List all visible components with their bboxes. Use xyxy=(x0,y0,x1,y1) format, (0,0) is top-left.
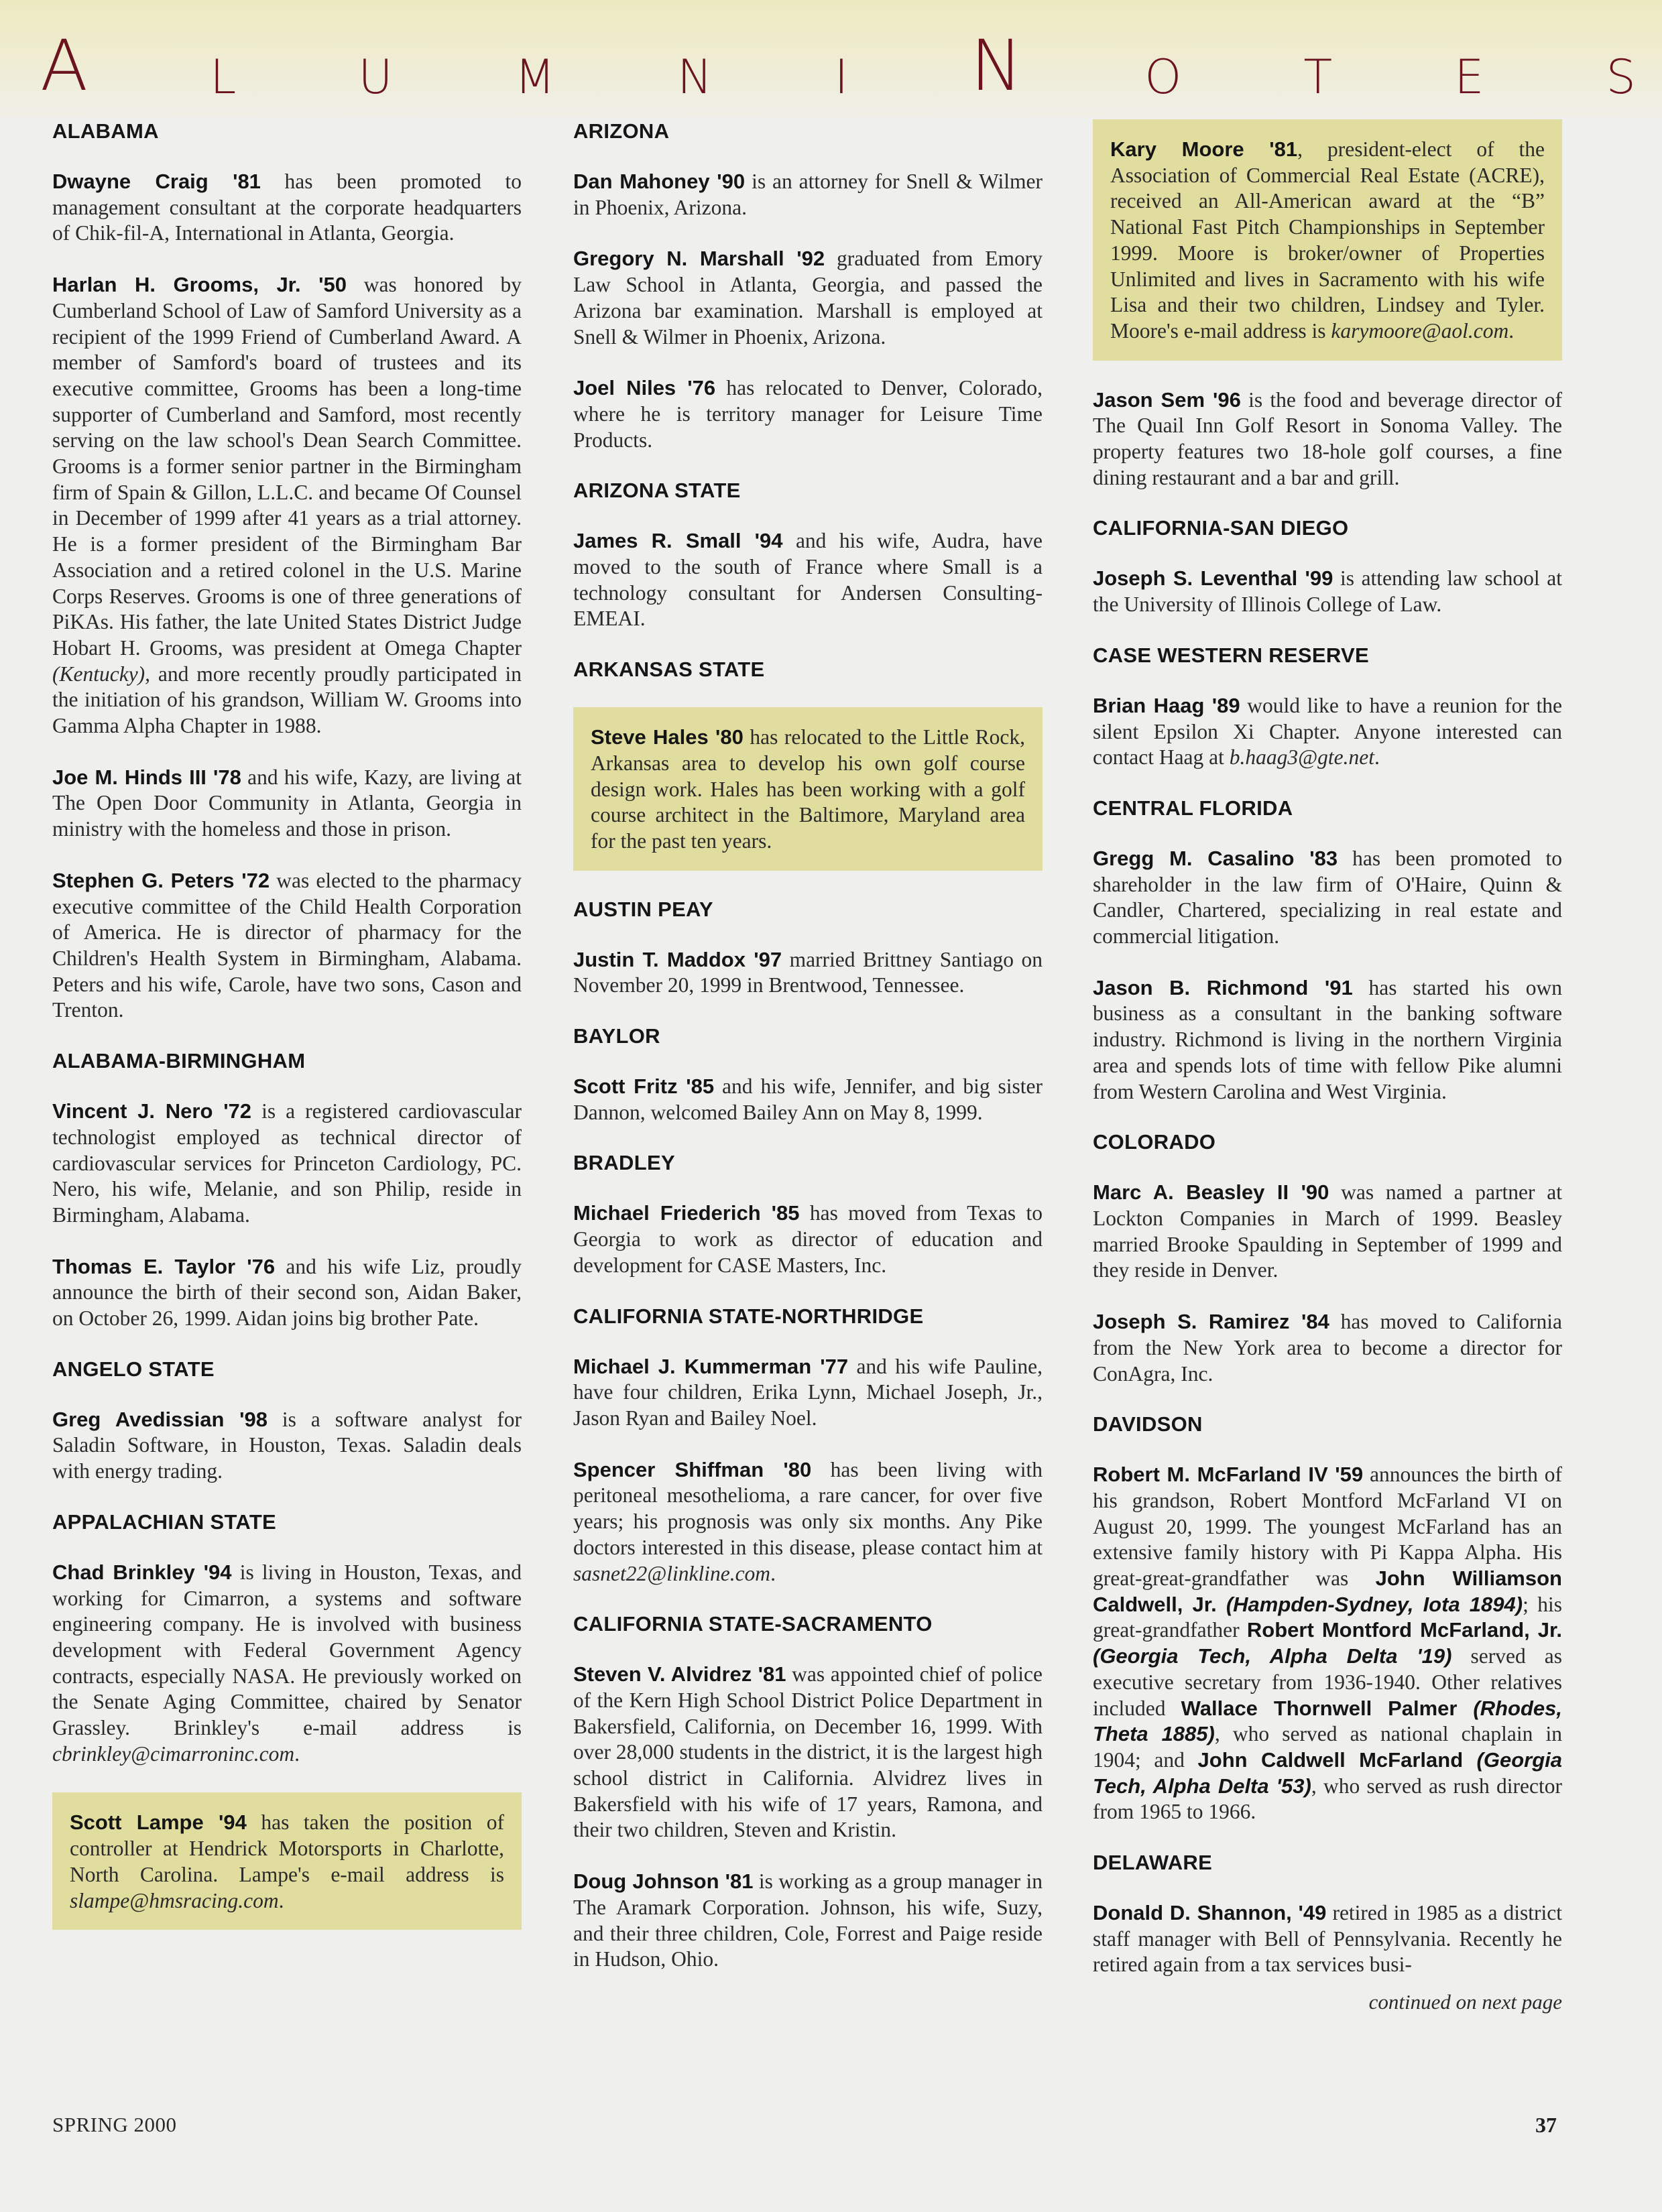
chapter-heading: DELAWARE xyxy=(1093,1851,1213,1875)
alumnus-name: Steven V. Alvidrez '81 xyxy=(573,1662,786,1686)
note-text: has been promoted to shareholder in the law firm of O'Haire, Quinn & Candler, Chartered, specializing in real estate and commercial litigation. xyxy=(1093,846,1562,948)
title-letter: O xyxy=(1144,50,1182,105)
note-text: ; his great-grandfather xyxy=(1093,1592,1562,1642)
note-text: was appointed chief of police of the Kern High School District Police Department in Bakersfield, California, on December 16, 1999. With over 28,000 students in the district, it is the largest high school district in California. Alvidrez lives in Bakersfield with his wife of 17 years, Ramona, and their two children, Steven and Kristin. xyxy=(573,1662,1043,1842)
note-text: and his wife, Jennifer, and big sister Dannon, welcomed Bailey Ann on May 8, 1999. xyxy=(573,1074,1043,1124)
note-text: has taken the position of controller at Hendrick Motorsports in Charlotte, North Carolina. Lampe's e-mail address is xyxy=(70,1810,504,1886)
alumnus-name: John Caldwell McFarland xyxy=(1197,1747,1477,1772)
alumni-note xyxy=(1093,566,1562,617)
alumni-note xyxy=(1093,1180,1562,1284)
note-text: is working as a group manager in The Aramark Corporation. Johnson, his wife, Suzy, and their three children, Cole, Forrest and Paige reside in Hudson, Ohio. xyxy=(573,1869,1043,1971)
note-text: has started his own business as a consultant in the banking software industry. Richmond is living in the northern Virginia area and spends lots of time with fellow Pike alumni from Western Carolina and West Virginia. xyxy=(1093,975,1562,1103)
alumni-note xyxy=(573,528,1043,632)
chapter-heading: ARKANSAS STATE xyxy=(573,658,765,682)
alumni-note xyxy=(1093,846,1562,950)
alumnus-name: Dan Mahoney '90 xyxy=(573,170,746,193)
alumnus-name: Robert Montford McFarland, Jr. xyxy=(1246,1618,1563,1642)
chapter-heading: ALABAMA-BIRMINGHAM xyxy=(52,1049,306,1073)
note-text: has moved to California from the New York area to become a director for ConAgra, Inc. xyxy=(1093,1310,1563,1386)
title-letter: L xyxy=(210,50,237,105)
alumni-note xyxy=(52,1407,522,1485)
note-text: would like to have a reunion for the silent Epsilon Xi Chapter. Anyone interested can contact Haag at xyxy=(1093,693,1562,770)
note-text: was honored by Cumberland School of Law of Samford University as a recipient of the 1999 Friend of Cumberland Award. A member of Samford's board of trustees and its executive committee, Grooms has been a long-time supporter of Cumberland and Samford, most recently serving on the law school's Dean Search Committee. Grooms is a former senior partner in the Birmingham firm of Spain & Gillon, L.L.C. and became Of Counsel in December of 1999 after 41 years as a trial attorney. He is a former president of the Birmingham Bar Association and a retired colonel in the U.S. Marine Corps Reserves. Grooms is one of three generations of PiKAs. His father, the late United States District Judge Hobart H. Grooms, was president at Omega Chapter xyxy=(52,273,522,660)
masthead-title xyxy=(40,20,1636,107)
chapter-heading: COLORADO xyxy=(1093,1130,1216,1154)
alumni-note xyxy=(1093,387,1562,491)
note-text: . xyxy=(1508,318,1515,343)
chapter-note: (Kentucky), xyxy=(52,662,151,686)
note-text: is an attorney for Snell & Wilmer in Phoenix, Arizona. xyxy=(573,170,1043,219)
alumni-note xyxy=(52,1254,522,1332)
alumni-note xyxy=(573,375,1043,453)
alumni-note xyxy=(1093,1900,1562,1978)
note-text: , president-elect of the Association of Commercial Real Estate (ACRE), received an All-American award at the “B” National Fast Pitch Championships in September 1999. Moore is broker/owner of Properties Unlimited and lives in Sacramento with his wife Lisa and their two children, Lindsey and Tyler. Moore's e-mail address is xyxy=(1110,137,1545,343)
alumnus-name: Gregory N. Marshall '92 xyxy=(573,247,825,271)
note-text: is a registered cardiovascular technologist employed as technical director of cardiovascular services for Princeton Cardiology, PC. Nero, his wife, Melanie, and son Philip, reside in Birmingham, Alabama. xyxy=(52,1099,522,1227)
alumnus-name: Joe M. Hinds III '78 xyxy=(52,765,241,789)
chapter-heading: BRADLEY xyxy=(573,1151,675,1175)
chapter-affiliation: (Hampden-Sydney, Iota 1894) xyxy=(1226,1592,1523,1616)
alumnus-name: Wallace Thornwell Palmer xyxy=(1181,1696,1474,1720)
title-letter: U xyxy=(358,50,393,105)
alumnus-name: Dwayne Craig '81 xyxy=(52,170,261,193)
alumni-note xyxy=(573,1201,1043,1278)
email-link[interactable]: slampe@hmsracing.com xyxy=(70,1888,279,1912)
alumnus-name: Jason Sem '96 xyxy=(1093,387,1241,412)
alumni-note xyxy=(52,868,522,1024)
alumnus-name: Chad Brinkley '94 xyxy=(52,1560,232,1584)
alumni-note xyxy=(573,1869,1043,1973)
note-text: was elected to the pharmacy executive committee of the Child Health Corporation of America. He is director of pharmacy for the Children's Health System in Birmingham, Alabama. Peters and his wife, Carole, have two sons, Cason and Trenton. xyxy=(52,868,522,1022)
note-text: has been promoted to management consultant at the corporate headquarters of Chik-fil-A, International in Atlanta, Georgia. xyxy=(52,170,522,245)
title-letter: S xyxy=(1606,50,1636,105)
note-text: and his wife, Audra, have moved to the south of France where Small is a technology consultant for Andersen Consulting-EMEAI. xyxy=(573,529,1043,631)
alumni-note xyxy=(1110,137,1545,345)
email-link[interactable]: karymoore@aol.com xyxy=(1331,318,1509,343)
chapter-heading: CALIFORNIA STATE-SACRAMENTO xyxy=(573,1612,933,1636)
note-text: , who served as national chaplain in 1904; and xyxy=(1093,1722,1562,1772)
note-text: . xyxy=(770,1561,776,1585)
chapter-heading: ANGELO STATE xyxy=(52,1357,215,1381)
note-text: . xyxy=(294,1741,300,1766)
note-text: . xyxy=(278,1888,284,1912)
alumnus-name: Spencer Shiffman '80 xyxy=(573,1457,812,1481)
note-text: , who served as rush director from 1965 to 1966. xyxy=(1093,1774,1562,1824)
title-letter: I xyxy=(834,50,849,105)
alumni-note xyxy=(573,1457,1043,1587)
alumni-note xyxy=(573,246,1043,350)
continued-notice: continued on next page xyxy=(1368,1990,1562,2014)
chapter-affiliation: (Rhodes, Theta 1885) xyxy=(1093,1696,1563,1746)
alumnus-name: Scott Fritz '85 xyxy=(573,1074,715,1099)
chapter-heading: CALIFORNIA STATE-NORTHRIDGE xyxy=(573,1304,924,1328)
note-text: and his wife Pauline, have four children, Erika Lynn, Michael Joseph, Jr., Jason Ryan and Bailey Noel. xyxy=(573,1354,1043,1430)
alumnus-name: Joseph S. Ramirez '84 xyxy=(1093,1310,1329,1334)
note-text: was named a partner at Lockton Companies in March of 1999. Beasley married Brooke Spaulding in September of 1999 and they reside in Denver. xyxy=(1093,1180,1562,1282)
alumni-note xyxy=(573,1074,1043,1125)
alumnus-name: Harlan H. Grooms, Jr. '50 xyxy=(52,273,347,297)
alumnus-name: Michael Friederich '85 xyxy=(573,1201,800,1225)
chapter-heading: DAVIDSON xyxy=(1093,1412,1203,1436)
page-number: 37 xyxy=(1535,2113,1557,2137)
alumnus-name: Vincent J. Nero '72 xyxy=(52,1099,252,1123)
alumni-note xyxy=(573,1354,1043,1432)
alumnus-name: Scott Lampe '94 xyxy=(70,1810,247,1835)
note-text: has relocated to Denver, Colorado, where he is territory manager for Leisure Time Products. xyxy=(573,376,1043,452)
title-letter: E xyxy=(1454,50,1484,105)
alumni-note xyxy=(52,272,522,739)
column-2 xyxy=(573,119,1043,1998)
title-letter: N xyxy=(677,50,713,105)
alumnus-name: Kary Moore '81 xyxy=(1110,137,1298,161)
title-letter: N xyxy=(970,25,1023,107)
alumnus-name: Thomas E. Taylor '76 xyxy=(52,1254,276,1278)
alumnus-name: Stephen G. Peters '72 xyxy=(52,868,270,892)
alumnus-name: Steve Hales '80 xyxy=(591,725,744,749)
note-text: is attending law school at the University of Illinois College of Law. xyxy=(1093,566,1563,617)
chapter-heading: CALIFORNIA-SAN DIEGO xyxy=(1093,516,1349,540)
note-text: is a software analyst for Saladin Software, in Houston, Texas. Saladin deals with energy trading. xyxy=(52,1407,522,1483)
alumnus-name: Jason B. Richmond '91 xyxy=(1093,975,1353,999)
alumnus-name: Joel Niles '76 xyxy=(573,376,716,400)
note-text: and his wife, Kazy, are living at The Open Door Community in Atlanta, Georgia in ministry with the homeless and those in prison. xyxy=(52,765,522,841)
note-text: retired in 1985 as a district staff manager with Bell of Pennsylvania. Recently he retired again from a tax services busi- xyxy=(1093,1901,1563,1977)
highlighted-note-box xyxy=(52,1792,522,1930)
alumnus-name: Brian Haag '89 xyxy=(1093,693,1240,717)
alumni-note xyxy=(591,725,1025,855)
alumnus-name: Gregg M. Casalino '83 xyxy=(1093,846,1338,870)
alumni-note xyxy=(52,169,522,247)
alumnus-name: Doug Johnson '81 xyxy=(573,1869,754,1894)
alumnus-name: Marc A. Beasley II '90 xyxy=(1093,1180,1329,1205)
alumni-note xyxy=(1093,1462,1562,1825)
email-link[interactable]: cbrinkley@cimarroninc.com xyxy=(52,1741,295,1766)
note-text: and his wife Liz, proudly announce the birth of their second son, Aidan Baker, on October 26, 1999. Aidan joins big brother Pate. xyxy=(52,1254,522,1331)
alumnus-name: Robert M. McFarland IV '59 xyxy=(1093,1463,1364,1487)
chapter-heading: APPALACHIAN STATE xyxy=(52,1510,277,1534)
highlighted-note-box xyxy=(573,707,1043,871)
chapter-heading: CENTRAL FLORIDA xyxy=(1093,796,1293,820)
alumnus-name: Greg Avedissian '98 xyxy=(52,1407,268,1431)
chapter-affiliation: (Georgia Tech, Alpha Delta '19) xyxy=(1093,1644,1452,1668)
alumni-note xyxy=(70,1810,504,1914)
chapter-heading: CASE WESTERN RESERVE xyxy=(1093,643,1369,667)
note-text: announces the birth of his grandson, Robert Montford McFarland VI on August 20, 1999. The youngest McFarland has an extensive family history with Pi Kappa Alpha. His great-great-grandfather was xyxy=(1093,1463,1562,1591)
highlighted-note-box xyxy=(1093,119,1562,361)
masthead xyxy=(0,0,1662,117)
note-text: has been living with peritoneal mesothelioma, a rare cancer, for over five years; his prognosis was only six months. Any Pike doctors interested in this disease, please contact him at xyxy=(573,1457,1043,1559)
alumni-note xyxy=(1093,975,1562,1105)
note-text: has moved from Texas to Georgia to work as director of education and development for CASE Masters, Inc. xyxy=(573,1201,1043,1277)
alumni-note xyxy=(1093,1309,1562,1387)
alumni-note xyxy=(1093,693,1562,771)
chapter-affiliation: (Georgia Tech, Alpha Delta '53) xyxy=(1093,1747,1562,1798)
column-1 xyxy=(52,119,522,1957)
alumni-note xyxy=(573,1662,1043,1843)
note-text: served as executive secretary from 1936-1940. Other relatives included xyxy=(1093,1644,1562,1720)
alumnus-name: Justin T. Maddox '97 xyxy=(573,947,782,971)
note-text: graduated from Emory Law School in Atlanta, Georgia, and passed the Arizona bar examination. Marshall is employed at Snell & Wilmer in Phoenix, Arizona. xyxy=(573,247,1043,349)
note-text: and more recently proudly participated in the initiation of his grandson, William W. Grooms into Gamma Alpha Chapter in 1988. xyxy=(52,662,522,738)
alumni-note xyxy=(573,169,1043,221)
alumni-note xyxy=(573,947,1043,999)
alumnus-name: Michael J. Kummerman '77 xyxy=(573,1354,849,1378)
chapter-heading: ARIZONA STATE xyxy=(573,479,741,503)
column-3 xyxy=(1093,119,1562,2014)
note-text: is the food and beverage director of The Quail Inn Golf Resort in Sonoma Valley. The property features two 18-hole golf courses, a fine dining restaurant and a bar and grill. xyxy=(1093,387,1562,489)
email-link[interactable]: b.haag3@gte.net xyxy=(1229,745,1374,770)
title-letter: T xyxy=(1303,50,1333,105)
chapter-heading: AUSTIN PEAY xyxy=(573,897,713,921)
alumnus-name: Donald D. Shannon, '49 xyxy=(1093,1901,1327,1925)
alumnus-name: Joseph S. Leventhal '99 xyxy=(1093,566,1333,591)
email-link[interactable]: sasnet22@linkline.com xyxy=(573,1561,771,1585)
alumni-note xyxy=(52,1560,522,1768)
chapter-heading: ALABAMA xyxy=(52,119,159,143)
chapter-heading: BAYLOR xyxy=(573,1024,660,1048)
title-letter: A xyxy=(40,25,88,107)
alumnus-name: John Williamson Caldwell, Jr. xyxy=(1093,1566,1562,1616)
note-text: has relocated to the Little Rock, Arkansas area to develop his own golf course design work. Hales has been working with a golf course architect in the Baltimore, Maryland area for the past ten years. xyxy=(591,725,1025,853)
alumni-note xyxy=(52,765,522,843)
note-text: is living in Houston, Texas, and working for Cimarron, a systems and software engineering company. He is involved with business development with Federal Government Agency contracts, especially NASA. He previously worked on the Senate Aging Committee, chaired by Senator Grassley. Brinkley's e-mail address is xyxy=(52,1560,522,1740)
note-text: married Brittney Santiago on November 20, 1999 in Brentwood, Tennessee. xyxy=(573,947,1043,997)
alumni-note xyxy=(52,1099,522,1229)
title-letter: M xyxy=(514,50,556,105)
issue-label: SPRING 2000 xyxy=(52,2113,177,2136)
chapter-heading: ARIZONA xyxy=(573,119,670,143)
alumnus-name: James R. Small '94 xyxy=(573,529,783,553)
note-text: . xyxy=(1374,745,1380,770)
